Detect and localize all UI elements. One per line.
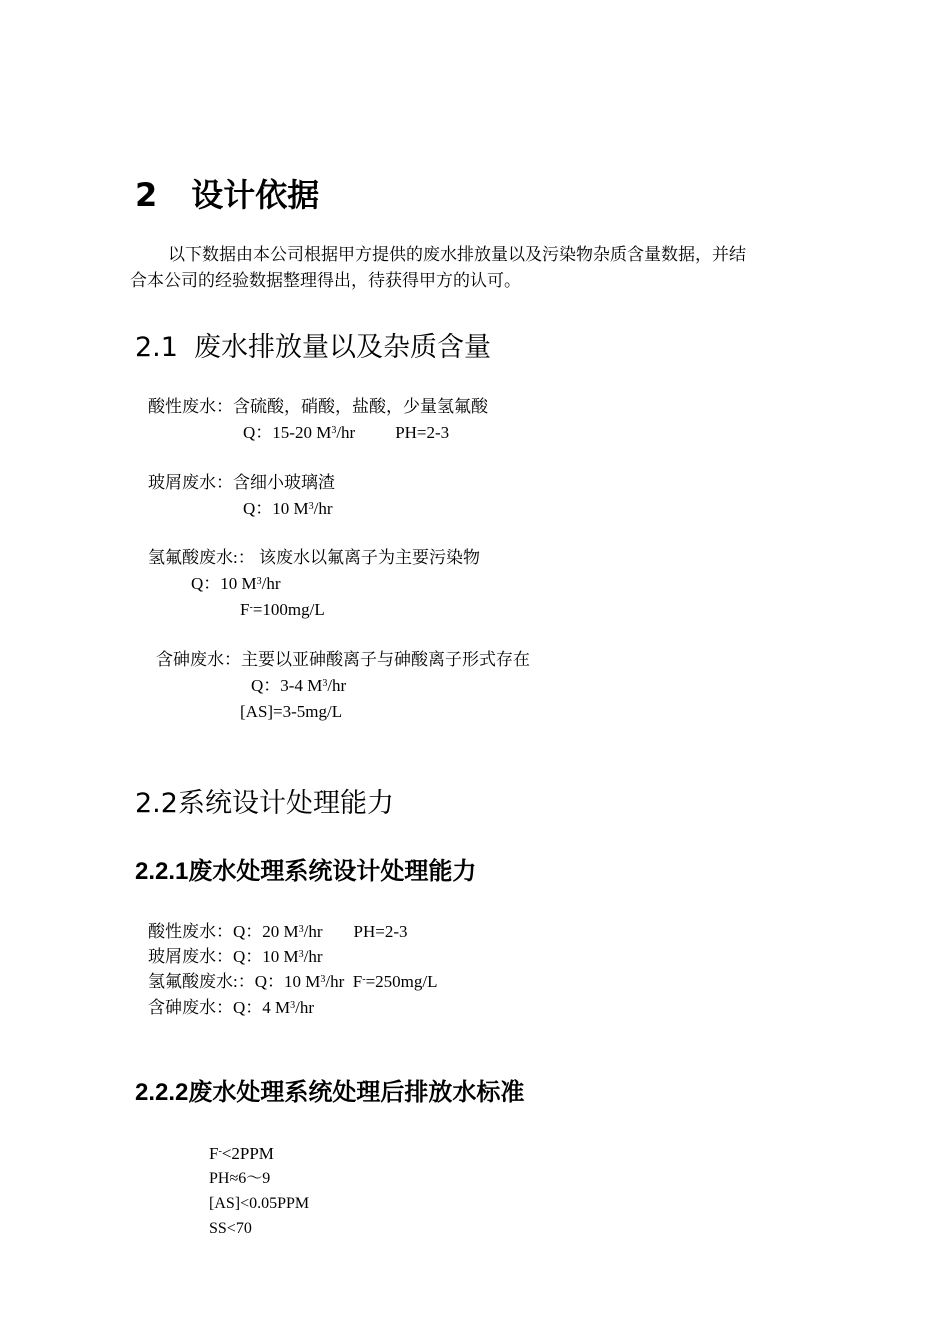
fluoride-value: =100mg/L bbox=[252, 600, 325, 619]
ph-value: PH=2-3 bbox=[353, 922, 408, 941]
superscript: 3 bbox=[290, 1000, 296, 1011]
glass-wastewater-flow bbox=[243, 496, 333, 522]
capacity-unit: /hr bbox=[295, 998, 315, 1017]
arsenic-wastewater-label: 含砷废水：主要以亚砷酸离子与砷酸离子形式存在 bbox=[156, 650, 530, 669]
flow-unit: /hr bbox=[327, 676, 347, 695]
superscript: 3 bbox=[256, 576, 262, 587]
section-heading bbox=[135, 170, 319, 216]
standard-arsenic: [AS]<0.05PPM bbox=[209, 1195, 310, 1212]
capacity-unit: /hr bbox=[303, 922, 323, 941]
flow-text: Q：3-4 M bbox=[251, 676, 323, 695]
capacity-unit: /hr F bbox=[325, 972, 363, 991]
flow-unit: /hr bbox=[261, 574, 281, 593]
superscript: - bbox=[249, 602, 253, 613]
fluoride-value: =250mg/L bbox=[365, 972, 438, 991]
arsenic-concentration: [AS]=3-5mg/L bbox=[240, 702, 343, 721]
subsection-title: 废水处理系统处理后排放水标准 bbox=[188, 1078, 525, 1106]
subsection-number: 2.2.1 bbox=[135, 858, 189, 885]
subsection-title: 废水排放量以及杂质含量 bbox=[193, 332, 491, 363]
hf-wastewater-label: 氢氟酸废水:： 该废水以氟离子为主要污染物 bbox=[148, 548, 480, 567]
subsection-heading-2-2-2 bbox=[135, 1072, 524, 1107]
subsection-heading-2-2-1 bbox=[135, 851, 476, 886]
flow-unit: /hr bbox=[313, 499, 333, 518]
ph-value: PH=2-3 bbox=[395, 423, 450, 442]
standard-ph: PH≈6～9 bbox=[209, 1170, 271, 1187]
superscript: - bbox=[362, 974, 366, 985]
flow-text: Q：10 M bbox=[191, 574, 257, 593]
capacity-text: 玻屑废水：Q：10 M bbox=[148, 947, 299, 966]
flow-text: Q：15-20 M bbox=[243, 423, 332, 442]
capacity-arsenic bbox=[148, 995, 314, 1021]
subsection-number: 2.2.2 bbox=[135, 1079, 189, 1106]
superscript: 3 bbox=[331, 425, 337, 436]
superscript: 3 bbox=[308, 501, 314, 512]
hf-fluoride-conc bbox=[240, 597, 325, 623]
superscript: 3 bbox=[322, 678, 328, 689]
superscript: 3 bbox=[298, 924, 304, 935]
hf-wastewater-flow bbox=[191, 571, 281, 597]
superscript: 3 bbox=[298, 949, 304, 960]
subsection-heading-2-2: 2.2系统设计处理能力 bbox=[135, 788, 394, 819]
section-title: 设计依据 bbox=[191, 176, 320, 214]
capacity-text: 酸性废水：Q：20 M bbox=[148, 922, 299, 941]
acid-wastewater-flow bbox=[243, 420, 449, 446]
fluoride-symbol: F bbox=[240, 600, 250, 619]
glass-wastewater-label: 玻屑废水：含细小玻璃渣 bbox=[148, 473, 335, 492]
capacity-unit: /hr bbox=[303, 947, 323, 966]
capacity-acid bbox=[148, 919, 408, 945]
capacity-text: 氢氟酸废水:：Q：10 M bbox=[148, 972, 321, 991]
subsection-heading-2-1 bbox=[135, 325, 491, 364]
standard-fluoride bbox=[209, 1141, 274, 1167]
fluoride-limit: <2PPM bbox=[221, 1144, 274, 1163]
flow-unit: /hr bbox=[336, 423, 356, 442]
capacity-glass bbox=[148, 944, 323, 970]
superscript: 3 bbox=[320, 974, 326, 985]
intro-line-1: 以下数据由本公司根据甲方提供的废水排放量以及污染物杂质含量数据，并结 bbox=[168, 245, 746, 264]
acid-wastewater-label: 酸性废水：含硫酸，硝酸，盐酸，少量氢氟酸 bbox=[148, 397, 488, 416]
capacity-text: 含砷废水：Q：4 M bbox=[148, 998, 291, 1017]
capacity-hf bbox=[148, 969, 437, 995]
subsection-number: 2.1 bbox=[135, 332, 178, 363]
standard-ss: SS<70 bbox=[209, 1220, 252, 1237]
superscript: - bbox=[218, 1146, 222, 1157]
flow-text: Q：10 M bbox=[243, 499, 309, 518]
arsenic-wastewater-flow bbox=[251, 673, 346, 699]
subsection-title: 废水处理系统设计处理能力 bbox=[188, 857, 477, 885]
section-number: 2 bbox=[135, 176, 158, 214]
fluoride-symbol: F bbox=[209, 1144, 219, 1163]
intro-line-2: 合本公司的经验数据整理得出，待获得甲方的认可。 bbox=[130, 271, 521, 290]
